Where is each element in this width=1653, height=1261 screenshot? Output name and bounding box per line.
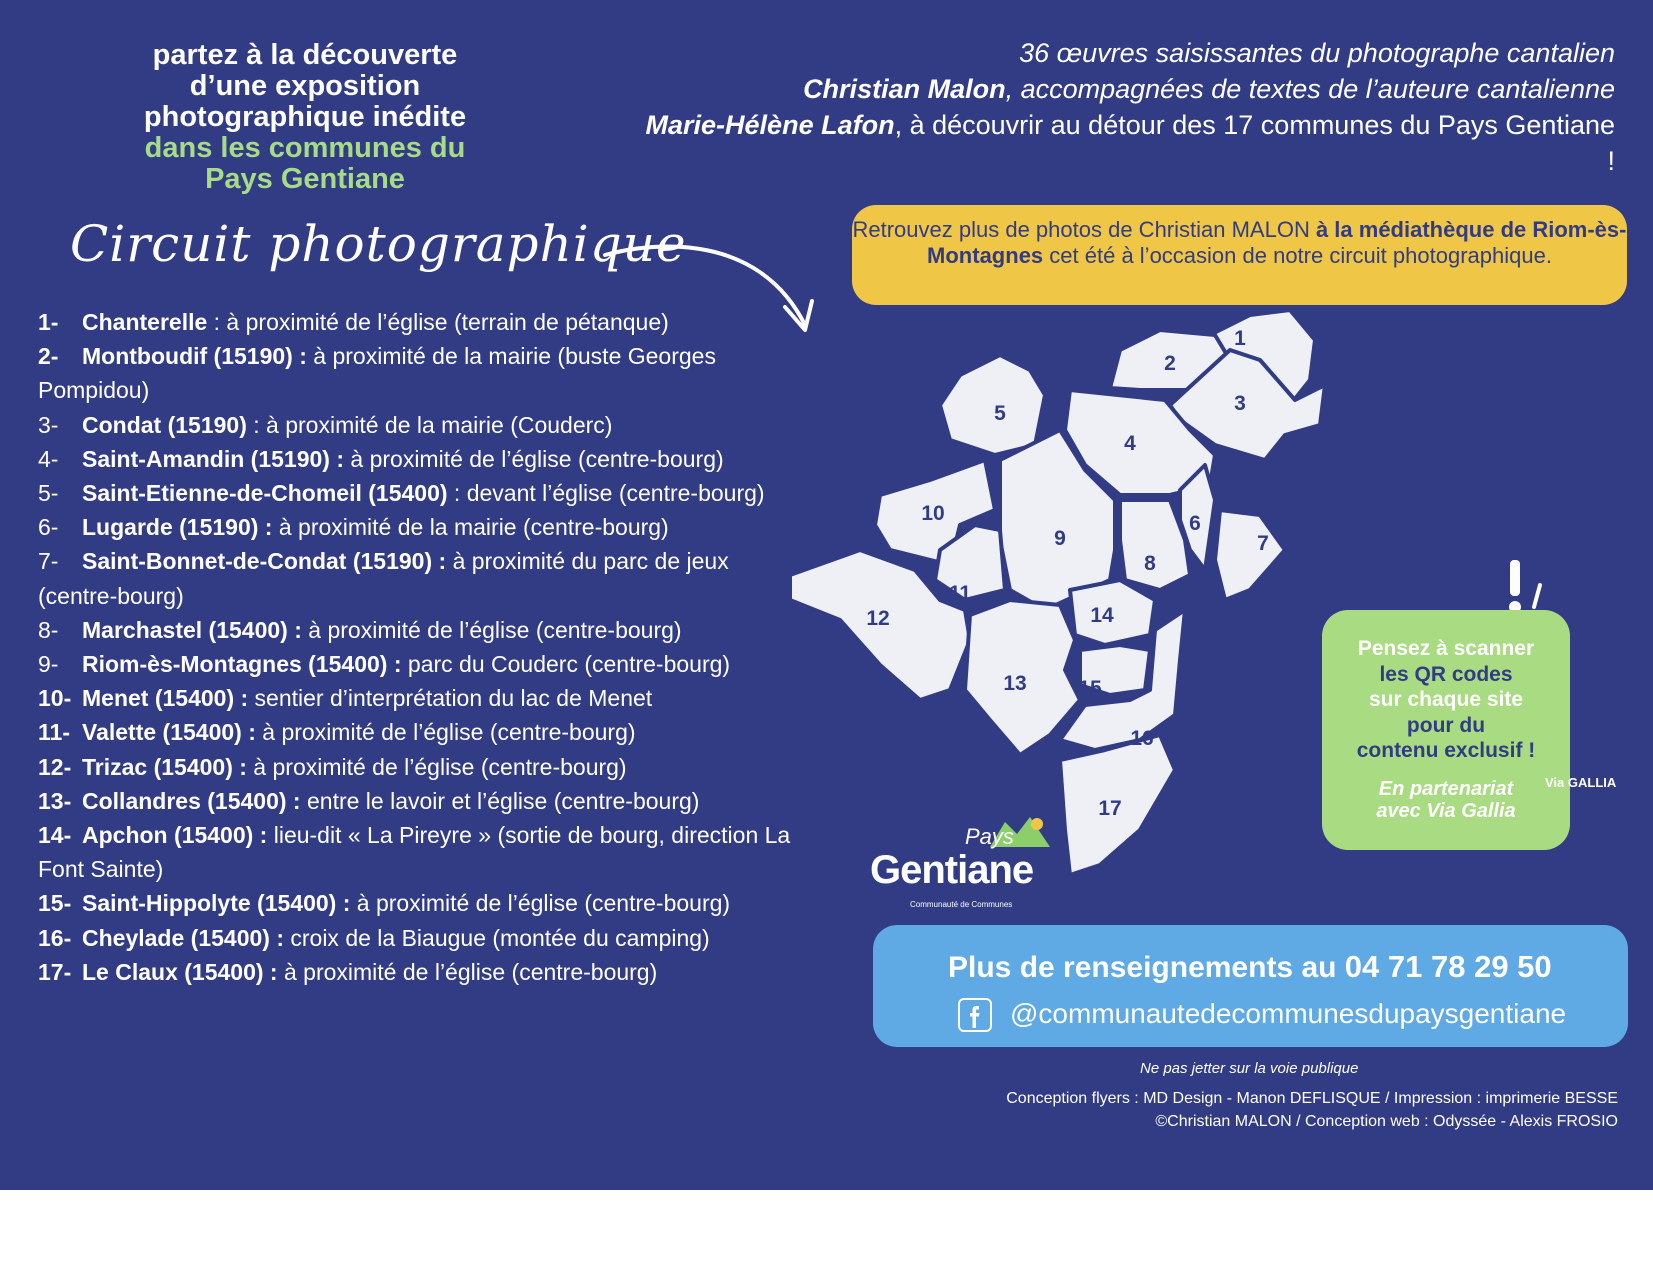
stop-location: entre le lavoir et l’église (centre-bourg) — [300, 787, 700, 814]
qr-text: sur chaque site — [1368, 688, 1524, 711]
intro-line: photographique inédite — [143, 101, 467, 133]
description-text: , accompagnées de textes de l’auteure cantalienne — [1005, 74, 1615, 104]
banner-text: Retrouvez plus de photos de Christian MALON — [852, 217, 1316, 242]
stop-name: Lugarde (15190) : — [82, 514, 273, 541]
list-item — [38, 818, 808, 886]
banner-text: cet été à l’occasion de notre circuit photographique. — [1043, 243, 1552, 268]
intro-heading — [80, 40, 530, 195]
stop-location: : à proximité de l’église (terrain de pétanque) — [207, 309, 669, 335]
list-item — [38, 305, 808, 339]
partner-text: avec Via Gallia — [1376, 799, 1516, 822]
stop-location: à proximité de l’église (centre-bourg) — [350, 890, 731, 917]
stop-number: 7- — [38, 548, 59, 575]
stop-name: Montboudif (15190) : — [82, 343, 307, 370]
stop-number: 14- — [38, 822, 72, 849]
stop-name: Condat (15190) — [82, 411, 247, 438]
facebook-icon — [958, 998, 992, 1032]
list-item — [38, 715, 808, 749]
map-label: 9 — [1054, 527, 1066, 550]
stop-number: 11- — [38, 719, 70, 746]
stop-number: 12- — [38, 753, 72, 780]
stop-location: parc du Couderc (centre-bourg) — [401, 651, 731, 678]
list-item — [38, 955, 808, 989]
stop-location: à proximité de l’église (centre-bourg) — [277, 958, 658, 985]
contact-label: Plus de renseignements au — [948, 951, 1345, 984]
stop-number: 5- — [38, 480, 59, 507]
stop-name: Riom-ès-Montagnes (15400) : — [82, 651, 402, 678]
map-label: 7 — [1257, 532, 1269, 555]
exclamation-icon — [1500, 555, 1560, 615]
stop-name: Menet (15400) : — [82, 685, 249, 712]
list-item — [38, 476, 808, 510]
list-item — [38, 784, 808, 818]
qr-code-info — [1322, 610, 1570, 850]
list-item — [38, 408, 808, 442]
map-label: 8 — [1144, 552, 1156, 575]
list-item — [38, 613, 808, 647]
stop-number: 15- — [38, 890, 72, 917]
exhibition-description — [640, 35, 1615, 179]
stop-name: Trizac (15400) : — [82, 753, 247, 780]
map-label: 17 — [1098, 797, 1122, 820]
map-label: 6 — [1189, 512, 1201, 535]
author-name: Marie-Hélène Lafon — [645, 110, 895, 140]
credits-line: Conception flyers : MD Design - Manon DEFLISQUE / Impression : imprimerie BESSE — [1006, 1090, 1618, 1107]
stop-number: 3- — [38, 411, 59, 438]
qr-text: les QR codes — [1379, 662, 1513, 686]
list-item — [38, 510, 808, 544]
map-region-7 — [1215, 510, 1285, 600]
stop-name: Valette (15400) : — [82, 719, 256, 746]
stop-number: 16- — [38, 924, 72, 951]
pays-gentiane-logo — [865, 820, 1055, 920]
intro-line: partez à la découverte — [152, 39, 458, 71]
stop-name: Apchon (15400) : — [82, 822, 268, 849]
stop-number: 10- — [38, 685, 72, 712]
map-label: 14 — [1090, 604, 1114, 627]
map-label: 1 — [1234, 327, 1246, 350]
mediatheque-banner — [852, 205, 1627, 305]
stop-name: Le Claux (15400) : — [82, 958, 278, 985]
stop-location: à proximité de l’église (centre-bourg) — [301, 616, 682, 643]
map-label: 16 — [1130, 727, 1154, 750]
intro-line-green: dans les communes du — [144, 132, 466, 164]
circuit-title: Circuit photographique — [70, 215, 687, 273]
banner-text-bold: à la médiathèque de Riom-ès-Montagnes — [927, 217, 1627, 268]
contact-box — [873, 925, 1628, 1047]
map-label: 2 — [1164, 352, 1176, 375]
map-label: 10 — [921, 502, 945, 525]
stop-number: 1- — [38, 309, 59, 335]
stop-location: à proximité de l’église (centre-bourg) — [344, 445, 724, 472]
stop-location: à proximité de la mairie (buste Georges Pompidou) — [38, 343, 716, 404]
stop-location: croix de la Biaugue (montée du camping) — [283, 924, 710, 951]
description-text: , à découvrir au détour des 17 communes du Pays Gentiane ! — [894, 110, 1615, 176]
stop-location: sentier d’interprétation du lac de Menet — [248, 685, 653, 712]
partner-text: En partenariat — [1378, 777, 1514, 800]
map-label: 15 — [1078, 677, 1102, 700]
list-item — [38, 681, 808, 715]
credits-line: ©Christian MALON / Conception web : Odyssée - Alexis FROSIO — [1155, 1113, 1618, 1130]
stop-number: 9- — [38, 651, 59, 678]
stop-location: à proximité de la mairie (centre-bourg) — [272, 514, 669, 541]
credits — [880, 1087, 1618, 1133]
list-item — [38, 442, 808, 476]
stop-location: lieu-dit « La Pireyre » (sortie de bourg, direction La Font Sainte) — [38, 822, 791, 883]
qr-text: pour du — [1406, 713, 1486, 737]
list-item — [38, 750, 808, 784]
photographer-name: Christian Malon — [803, 74, 1006, 104]
stops-list — [38, 305, 808, 989]
stop-number: 13- — [38, 787, 72, 814]
map-label: 4 — [1124, 432, 1136, 455]
intro-line-green: Pays Gentiane — [205, 163, 405, 195]
page-margin — [0, 1190, 1653, 1261]
logo-pays: Pays — [965, 824, 1014, 849]
stop-location: à proximité de l’église (centre-bourg) — [246, 753, 627, 780]
list-item — [38, 339, 808, 407]
map-region-5 — [940, 355, 1045, 455]
stop-location: à proximité de l’église (centre-bourg) — [255, 719, 636, 746]
stop-name: Saint-Bonnet-de-Condat (15190) : — [82, 548, 447, 575]
map-label: 12 — [866, 607, 890, 630]
list-item — [38, 886, 808, 920]
logo-gentiane: Gentiane — [870, 848, 1034, 892]
contact-line — [948, 949, 1552, 985]
via-gallia-logo: Via GALLIA — [1545, 775, 1617, 790]
stop-location: à proximité du parc de jeux (centre-bourg) — [38, 548, 729, 609]
map-label: 5 — [994, 402, 1006, 425]
qr-text: Pensez à scanner — [1357, 637, 1535, 660]
phone-number[interactable]: 04 71 78 29 50 — [1344, 949, 1552, 984]
description-text: 36 œuvres saisissantes du photographe cantalien — [1019, 38, 1615, 68]
list-item — [38, 921, 808, 955]
stop-name: Saint-Amandin (15190) : — [82, 445, 344, 472]
stop-name: Chanterelle — [82, 309, 208, 335]
footer-note: Ne pas jetter sur la voie publique — [1140, 1060, 1359, 1077]
stop-number: 6- — [38, 514, 59, 541]
stop-number: 17- — [38, 958, 72, 985]
stop-name: Cheylade (15400) : — [82, 924, 284, 951]
stop-name: Saint-Etienne-de-Chomeil (15400) — [82, 480, 448, 507]
logo-subtitle: Communauté de Communes — [910, 900, 1013, 909]
stop-number: 8- — [38, 616, 59, 643]
stop-name: Collandres (15400) : — [82, 787, 301, 814]
stop-name: Saint-Hippolyte (15400) : — [82, 890, 351, 917]
stop-number: 2- — [38, 343, 59, 370]
list-item — [38, 544, 808, 612]
stop-location: : à proximité de la mairie (Couderc) — [246, 411, 613, 438]
stop-number: 4- — [38, 445, 59, 472]
facebook-handle[interactable]: @communautedecommunesdupaysgentiane — [1010, 998, 1567, 1029]
map-label: 3 — [1234, 392, 1246, 415]
intro-line: d’une exposition — [189, 70, 421, 102]
stop-name: Marchastel (15400) : — [82, 616, 302, 643]
qr-text: contenu exclusif ! — [1356, 739, 1536, 762]
list-item — [38, 647, 808, 681]
map-label: 13 — [1003, 672, 1027, 695]
stop-location: : devant l’église (centre-bourg) — [447, 480, 765, 507]
map-label: 11 — [948, 582, 972, 605]
